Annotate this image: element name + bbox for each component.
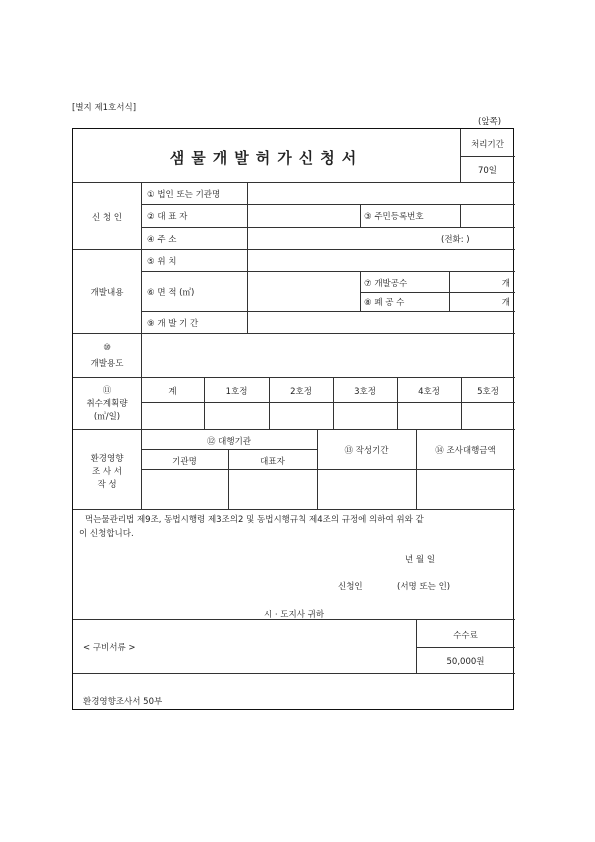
processing-period-label: 처리기간	[471, 140, 504, 150]
applicant-signature-label: 신청인	[338, 582, 363, 592]
section-divider	[73, 673, 515, 674]
processing-divider	[460, 156, 515, 157]
prep-period-label: ⑬ 작성기간	[344, 446, 389, 456]
representative-label: ② 대 표 자	[147, 212, 188, 222]
agency-representative-label: 대표자	[260, 457, 285, 467]
eia-section-line-3: 작 성	[97, 480, 117, 490]
intake-col-well-1: 1호정	[225, 387, 248, 397]
signature-or-seal: (서명 또는 인)	[397, 582, 451, 592]
section-divider	[73, 249, 515, 250]
intake-col-total: 계	[168, 387, 177, 397]
closed-wells-unit: 개	[501, 298, 510, 308]
development-section-label: 개발내용	[90, 288, 124, 298]
fee-value: 50,000원	[446, 657, 485, 667]
application-date: 년 월 일	[405, 555, 436, 565]
form-title: 샘물개발허가신청서	[169, 149, 364, 167]
section-divider	[73, 509, 515, 510]
development-period-label: ⑨ 개 발 기 간	[147, 319, 199, 329]
org-name-label: ① 법인 또는 기관명	[147, 190, 221, 200]
col-divider	[317, 429, 318, 509]
row-divider	[360, 292, 515, 293]
phone-label: (전화: )	[441, 235, 470, 245]
location-label: ⑤ 위 치	[147, 257, 177, 267]
purpose-number: ⑩	[103, 343, 111, 353]
applicant-section-label: 신 청 인	[91, 213, 123, 223]
form-reference: [별지 제1호서식]	[72, 103, 137, 113]
fee-divider	[416, 647, 515, 648]
processing-period-value: 70일	[477, 166, 498, 176]
eia-section-line-2: 조 사 서	[91, 467, 123, 477]
row-divider	[141, 311, 515, 312]
intake-label: 취수계획량	[86, 399, 128, 409]
required-document-item: 환경영향조사서 50부	[83, 697, 163, 707]
section-divider	[73, 429, 515, 430]
row-divider	[141, 204, 515, 205]
area-label: ⑥ 면 적 (㎡)	[147, 288, 195, 298]
intake-col-well-4: 4호정	[418, 387, 440, 397]
fee-label: 수수료	[453, 631, 478, 641]
intake-col-well-5: 5호정	[477, 387, 499, 397]
title-row-divider	[73, 182, 515, 183]
col-divider	[416, 429, 417, 509]
row-divider	[141, 227, 515, 228]
wells-unit: 개	[501, 279, 510, 289]
required-documents-label: < 구비서류 >	[83, 643, 136, 653]
intake-col-well-3: 3호정	[354, 387, 376, 397]
row-divider	[141, 402, 515, 403]
survey-cost-label: ⑭ 조사대행금액	[435, 446, 496, 456]
purpose-label: 개발용도	[90, 359, 124, 369]
col-divider	[360, 204, 361, 227]
application-form	[72, 128, 514, 710]
row-divider	[141, 469, 515, 470]
address-label: ④ 주 소	[147, 235, 177, 245]
section-divider	[73, 377, 515, 378]
closed-wells-label: ⑧ 폐 공 수	[364, 298, 405, 308]
agency-name-label: 기관명	[172, 457, 197, 467]
declaration-text-line-1: 먹는물관리법 제9조, 동법시행령 제3조의2 및 동법시행규칙 제4조의 규정에 의하여 위와 같	[85, 515, 424, 525]
row-divider	[141, 449, 317, 450]
resident-number-label: ③ 주민등록번호	[364, 212, 424, 222]
col-divider	[360, 271, 361, 311]
section-divider	[73, 333, 515, 334]
intake-col-well-2: 2호정	[290, 387, 312, 397]
intake-number: ⑪	[102, 386, 112, 396]
eia-section-line-1: 환경영향	[90, 454, 124, 464]
col-divider	[460, 204, 461, 227]
intake-unit: (㎥/일)	[93, 412, 121, 422]
recipient-label: 시 ⋅ 도지사 귀하	[263, 610, 325, 620]
col-divider	[247, 182, 248, 334]
declaration-text-line-2: 이 신청합니다.	[79, 529, 134, 539]
page-side-label: (앞쪽)	[478, 117, 502, 127]
wells-label: ⑦ 개발공수	[364, 279, 408, 289]
agency-label: ⑫ 대행기관	[206, 437, 252, 447]
row-divider	[141, 271, 515, 272]
